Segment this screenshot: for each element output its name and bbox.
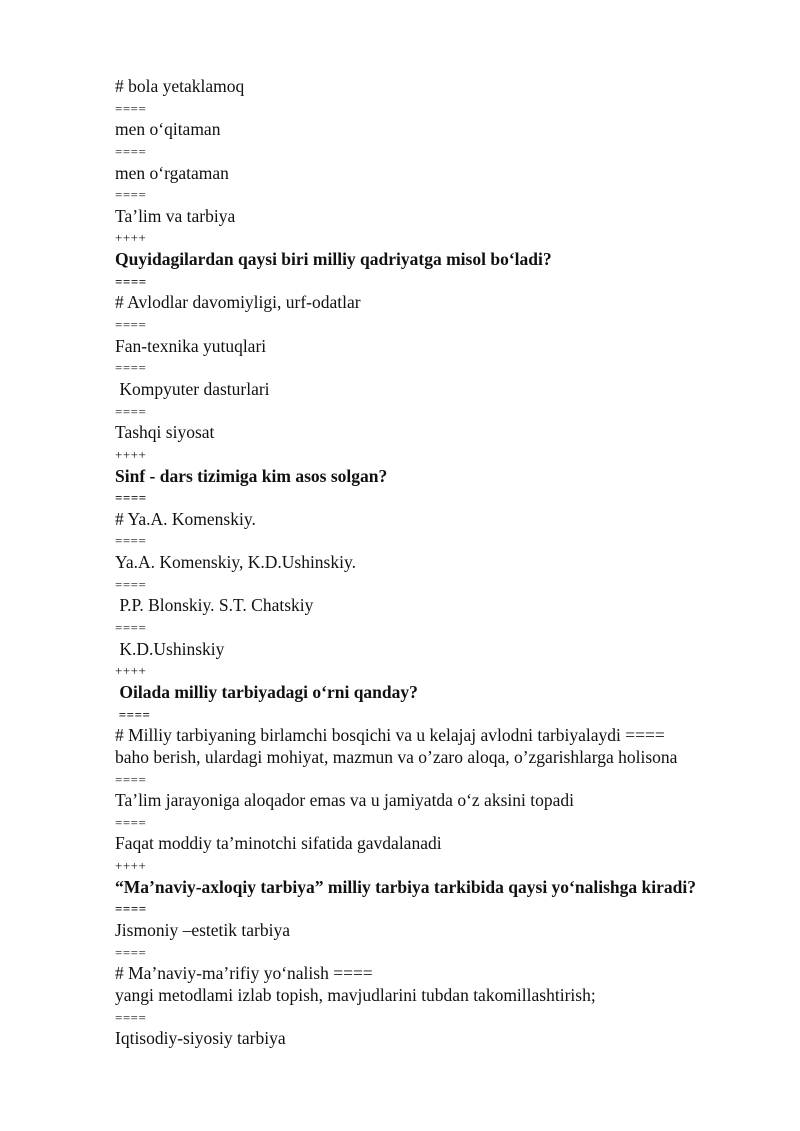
separator-line: ==== (115, 273, 147, 289)
separator-line: ==== (115, 490, 147, 506)
question-line: Sinf - dars tizimiga kim asos solgan? (115, 465, 388, 486)
answer-line: P.P. Blonskiy. S.T. Chatskiy (115, 595, 314, 616)
answer-line: Ta’lim jarayoniga aloqador emas va u jamiyatda o‘z aksini topadi (115, 790, 574, 811)
correct-answer-line: # Avlodlar davomiyligi, urf-odatlar (115, 292, 361, 313)
separator-line: ==== (115, 187, 147, 203)
separator-line: ++++ (115, 230, 147, 246)
answer-line: Faqat moddiy ta’minotchi sifatida gavdalanadi (115, 833, 442, 854)
answer-line: men o‘qitaman (115, 119, 221, 140)
correct-answer-line: # Ya.A. Komenskiy. (115, 508, 256, 529)
separator-line: ==== (115, 1009, 147, 1025)
correct-answer-line: # bola yetaklamoq (115, 76, 245, 96)
answer-line: men o‘rgataman (115, 162, 229, 183)
separator-line: ==== (115, 360, 147, 376)
separator-line: ==== (115, 944, 147, 960)
answer-line: Ta’lim va tarbiya (115, 205, 236, 226)
question-line: Quyidagilardan qaysi biri milliy qadriyatga misol bo‘ladi? (115, 249, 552, 270)
answer-line: Jismoniy –estetik tarbiya (115, 919, 290, 940)
correct-answer-line: # Milliy tarbiyaning birlamchi bosqichi va u kelajaj avlodni tarbiyalaydi ==== (115, 725, 665, 746)
separator-line: ==== (115, 814, 147, 830)
separator-line: ==== (115, 533, 147, 549)
separator-line: ==== (115, 403, 147, 419)
question-line: “Ma’naviy-axloqiy tarbiya” milliy tarbiya tarkibida qaysi yo‘nalishga kiradi? (115, 876, 696, 897)
separator-line: ==== (115, 706, 151, 722)
answer-line: Iqtisodiy-siyosiy tarbiya (115, 1028, 286, 1049)
separator-line: ==== (115, 901, 147, 917)
document-page (115, 76, 775, 1050)
separator-line: ==== (115, 576, 147, 592)
separator-line: ==== (115, 620, 147, 636)
answer-line: Tashqi siyosat (115, 422, 215, 443)
answer-line: Kompyuter dasturlari (115, 378, 270, 399)
question-line: Oilada milliy tarbiyadagi o‘rni qanday? (115, 681, 418, 702)
separator-line: ==== (115, 143, 147, 159)
answer-line: yangi metodlami izlab topish, mavjudlarini tubdan takomillashtirish; (115, 984, 596, 1005)
answer-line: K.D.Ushinskiy (115, 638, 225, 659)
correct-answer-line: # Ma’naviy-ma’rifiy yo‘nalish ==== (115, 963, 373, 984)
answer-line: baho berish, ulardagi mohiyat, mazmun va o’zaro aloqa, o’zgarishlarga holisona (115, 746, 678, 767)
separator-line: ==== (115, 100, 147, 116)
separator-line: ==== (115, 771, 147, 787)
separator-line: ++++ (115, 446, 147, 462)
separator-line: ++++ (115, 858, 147, 874)
answer-line: Fan-texnika yutuqlari (115, 335, 267, 356)
separator-line: ++++ (115, 663, 147, 679)
answer-line: Ya.A. Komenskiy, K.D.Ushinskiy. (115, 552, 356, 573)
separator-line: ==== (115, 317, 147, 333)
